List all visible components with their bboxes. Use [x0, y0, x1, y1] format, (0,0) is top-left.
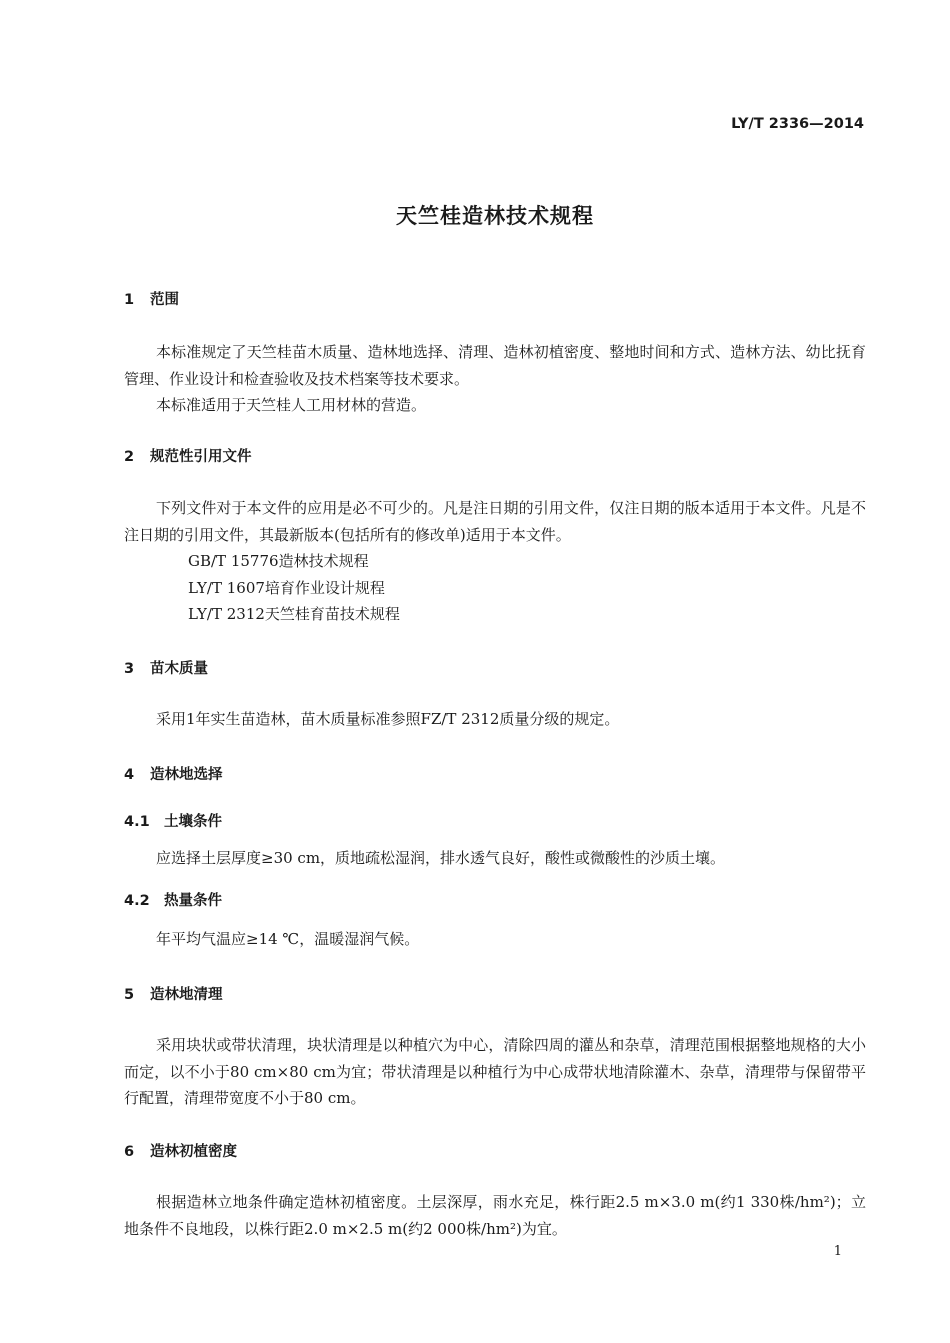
- reference-code: LY/T 1607: [188, 578, 265, 597]
- section-title: 规范性引用文件: [150, 449, 252, 465]
- subsection-body-4-2: [124, 926, 866, 953]
- reference-name: 造林技术规程: [278, 552, 369, 570]
- section-number: 4: [124, 767, 135, 783]
- section-title: 造林地清理: [150, 987, 223, 1003]
- section-number: 6: [124, 1144, 135, 1160]
- reference-item: [124, 601, 866, 628]
- reference-code: LY/T 2312: [188, 605, 265, 623]
- reference-item: [124, 575, 866, 602]
- subsection-number: 4.1: [124, 814, 150, 830]
- paragraph: 根据造林立地条件确定造林初植密度。土层深厚，雨水充足，株行距2.5 m×3.0 m(约1 330株/hm²)；立地条件不良地段，以株行距2.0 m×2.5 m(约2 000株/hm²)为宜。: [124, 1193, 866, 1238]
- section-heading-4: [124, 763, 223, 784]
- subsection-number: 4.2: [124, 893, 150, 909]
- reference-name: 培育作业设计规程: [264, 578, 385, 597]
- reference-code: GB/T 15776: [188, 552, 279, 570]
- document-title: 天竺桂造林技术规程: [396, 204, 594, 228]
- reference-name: 天竺桂育苗技术规程: [264, 605, 400, 623]
- section-heading-6: [124, 1140, 237, 1161]
- page-number: 1: [833, 1244, 842, 1259]
- paragraph: 应选择土层厚度≥30 cm，质地疏松湿润，排水透气良好，酸性或微酸性的沙质土壤。: [156, 849, 726, 867]
- paragraph: 年平均气温应≥14 ℃，温暖湿润气候。: [156, 930, 420, 948]
- section-title: 造林初植密度: [150, 1144, 237, 1160]
- paragraph: 本标准适用于天竺桂人工用材林的营造。: [156, 396, 427, 414]
- section-heading-1: [124, 288, 179, 309]
- section-number: 3: [124, 661, 135, 677]
- subsection-title: 土壤条件: [164, 814, 222, 830]
- section-number: 1: [124, 292, 135, 308]
- section-heading-5: [124, 983, 223, 1004]
- section-heading-3: [124, 657, 208, 678]
- section-body-5: [124, 1032, 866, 1112]
- subsection-title: 热量条件: [164, 893, 222, 909]
- paragraph: 采用块状或带状清理，块状清理是以种植穴为中心，清除四周的灌丛和杂草，清理范围根据整地规格的大小而定，以不小于80 cm×80 cm为宜；带状清理是以种植行为中心成带状地清除灌木、杂草，清理带与保留带平行配置，清理带宽度不小于80 cm。: [124, 1036, 866, 1107]
- paragraph: 采用1年实生苗造林，苗木质量标准参照FZ/T 2312质量分级的规定。: [156, 710, 620, 728]
- section-title: 造林地选择: [150, 767, 223, 783]
- section-number: 5: [124, 987, 135, 1003]
- section-number: 2: [124, 449, 135, 465]
- section-body-3: [124, 706, 866, 733]
- section-body-2: [124, 495, 866, 628]
- section-title: 苗木质量: [150, 661, 208, 677]
- paragraph: 本标准规定了天竺桂苗木质量、造林地选择、清理、造林初植密度、整地时间和方式、造林方法、幼比抚育管理、作业设计和检查验收及技术档案等技术要求。: [124, 343, 866, 388]
- subsection-body-4-1: [124, 845, 866, 872]
- section-body-6: [124, 1189, 866, 1242]
- subsection-heading-4-1: [124, 810, 222, 831]
- section-heading-2: [124, 445, 252, 466]
- paragraph: 下列文件对于本文件的应用是必不可少的。凡是注日期的引用文件，仅注日期的版本适用于本文件。凡是不注日期的引用文件，其最新版本(包括所有的修改单)适用于本文件。: [124, 499, 866, 544]
- standard-code: LY/T 2336—2014: [731, 116, 864, 132]
- section-title: 范围: [150, 292, 179, 308]
- section-body-1: [124, 339, 866, 419]
- subsection-heading-4-2: [124, 889, 222, 910]
- reference-item: [124, 548, 866, 575]
